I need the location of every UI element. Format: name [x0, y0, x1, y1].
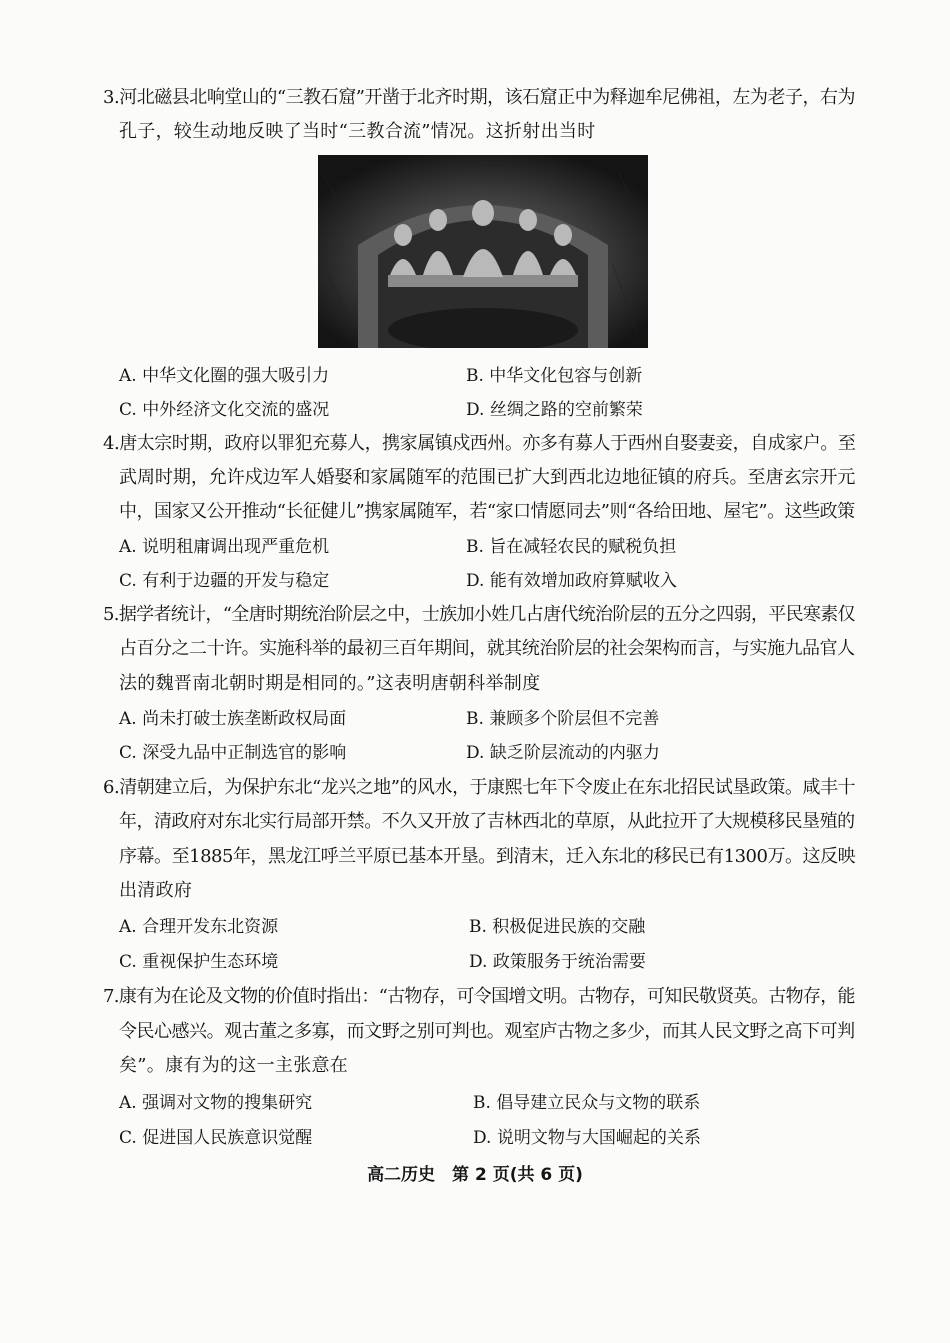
q3-option-b: B. 中华文化包容与创新 — [466, 366, 643, 386]
q4-stem-line-2: 武周时期，允许戍边军人婚娶和家属随军的范围已扩大到西北边地征镇的府兵。至唐玄宗开元 — [119, 467, 856, 488]
q5-option-b: B. 兼顾多个阶层但不完善 — [466, 709, 660, 729]
q6-option-b: B. 积极促进民族的交融 — [469, 917, 646, 937]
q4-option-b: B. 旨在减轻农民的赋税负担 — [466, 537, 677, 557]
q7-option-d: D. 说明文物与大国崛起的关系 — [473, 1128, 701, 1148]
q6-option-c: C. 重视保护生态环境 — [119, 952, 279, 972]
q5-stem-line-1: 5.据学者统计，“全唐时期统治阶层之中，士族加小姓几占唐代统治阶层的五分之四弱，平民寒素仅 — [103, 604, 855, 625]
q3-stem-line-1: 3.河北磁县北响堂山的“三教石窟”开凿于北齐时期，该石窟正中为释迦牟尼佛祖，左为老子，右为 — [103, 87, 856, 108]
q7-stem-line-1: 7.康有为在论及文物的价值时指出：“古物存，可令国增文明。古物存，可知民敬贤英。古物存，能 — [103, 986, 855, 1007]
q3-stem-line-2: 孔子，较生动地反映了当时“三教合流”情况。这折射出当时 — [119, 121, 596, 142]
q7-option-a: A. 强调对文物的搜集研究 — [119, 1093, 313, 1113]
q6-option-d: D. 政策服务于统治需要 — [469, 952, 646, 972]
q6-stem-line-1: 6.清朝建立后，为保护东北“龙兴之地”的风水，于康熙七年下令废止在东北招民试垦政策。咸丰十 — [103, 777, 856, 798]
q4-option-c: C. 有利于边疆的开发与稳定 — [119, 571, 330, 591]
q4-option-a: A. 说明租庸调出现严重危机 — [119, 537, 330, 557]
q6-option-a: A. 合理开发东北资源 — [119, 917, 279, 937]
q5-option-a: A. 尚未打破士族垄断政权局面 — [119, 709, 347, 729]
q6-stem-line-4: 出清政府 — [119, 880, 193, 901]
q7-stem-line-2: 令民心感兴。观古董之多寡，而文野之别可判也。观室庐古物之多少，而其人民文野之高下可判 — [119, 1021, 855, 1042]
three-religions-grotto-photo — [318, 155, 648, 348]
q5-stem-line-3: 法的魏晋南北朝时期是相同的。”这表明唐朝科举制度 — [119, 673, 541, 694]
q5-stem-line-2: 占百分之二十许。实施科举的最初三百年期间，就其统治阶层的社会架构而言，与实施九品官人 — [119, 638, 855, 659]
page-footer: 高二历史 第 2 页(共 6 页) — [367, 1165, 583, 1185]
q5-option-c: C. 深受九品中正制选官的影响 — [119, 743, 347, 763]
q3-option-a: A. 中华文化圈的强大吸引力 — [119, 366, 330, 386]
q3-option-d: D. 丝绸之路的空前繁荣 — [466, 400, 643, 420]
q5-option-d: D. 缺乏阶层流动的内驱力 — [466, 743, 660, 763]
q7-option-b: B. 倡导建立民众与文物的联系 — [473, 1093, 701, 1113]
q4-stem-line-1: 4.唐太宗时期，政府以罪犯充募人，携家属镇戍西州。亦多有募人于西州自娶妻妾，自成家户。至 — [103, 433, 856, 454]
q6-stem-line-2: 年，清政府对东北实行局部开禁。不久又开放了吉林西北的草原，从此拉开了大规模移民垦殖的 — [119, 811, 855, 832]
q4-option-d: D. 能有效增加政府算赋收入 — [466, 571, 677, 591]
q6-stem-line-3: 序幕。至1885年，黑龙江呼兰平原已基本开垦。到清末，迁入东北的移民已有1300万。这反映 — [119, 846, 856, 867]
q3-option-c: C. 中外经济文化交流的盛况 — [119, 400, 330, 420]
q4-stem-line-3: 中，国家又公开推动“长征健儿”携家属随军，若“家口情愿同去”则“各给田地、屋宅”。这些政策 — [119, 501, 855, 522]
q7-option-c: C. 促进国人民族意识觉醒 — [119, 1128, 313, 1148]
q7-stem-line-3: 矣”。康有为的这一主张意在 — [119, 1055, 349, 1076]
